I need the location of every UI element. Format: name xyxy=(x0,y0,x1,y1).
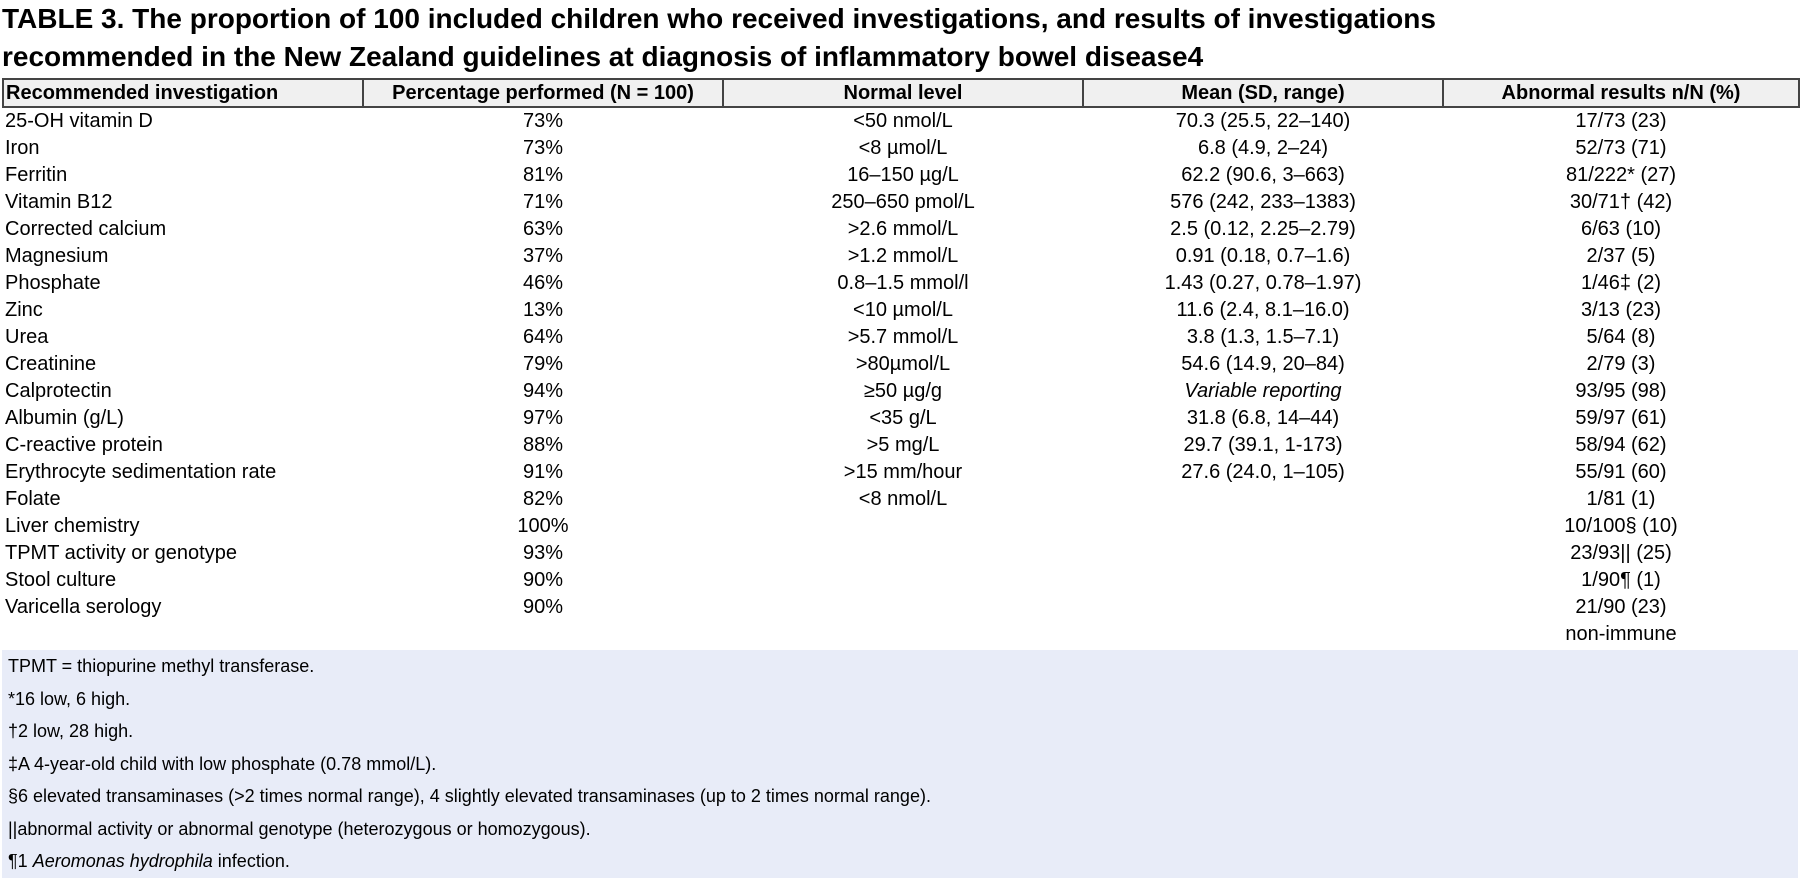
footnote-ferritin: *16 low, 6 high. xyxy=(8,688,131,709)
column-header-abnormal-results: Abnormal results n/N (%) xyxy=(1443,79,1799,107)
cell-mean: 31.8 (6.8, 14–44) xyxy=(1186,407,1340,429)
cell-abnormal: 17/73 (23) xyxy=(1575,110,1667,132)
footnote-tpmt: TPMT = thiopurine methyl transferase. xyxy=(8,656,315,676)
cell-normal-level xyxy=(723,621,1083,648)
cell-abnormal: 6/63 (10) xyxy=(1580,218,1662,240)
table-row xyxy=(3,351,1799,378)
cell-abnormal: 55/91 (60) xyxy=(1575,461,1667,483)
cell-percentage: 81% xyxy=(522,164,564,186)
column-header-mean: Mean (SD, range) xyxy=(1083,79,1443,107)
cell-investigation: Corrected calcium xyxy=(5,218,167,240)
table-title xyxy=(2,0,1792,76)
header-row xyxy=(3,79,1799,107)
cell-percentage: 46% xyxy=(522,272,564,294)
table-row xyxy=(3,135,1799,162)
table-row xyxy=(3,270,1799,297)
cell-abnormal: 93/95 (98) xyxy=(1575,380,1667,402)
cell-mean xyxy=(1083,594,1443,621)
cell-abnormal: 3/13 (23) xyxy=(1580,299,1662,321)
footnote-stool-culture xyxy=(2,845,1798,878)
cell-normal-level: ≥50 µg/g xyxy=(863,380,943,402)
cell-investigation: Liver chemistry xyxy=(5,515,140,537)
cell-percentage: 88% xyxy=(522,434,564,456)
cell-normal-level: >2.6 mmol/L xyxy=(847,218,959,240)
cell-percentage: 73% xyxy=(522,137,564,159)
cell-percentage: 63% xyxy=(522,218,564,240)
table-row xyxy=(3,459,1799,486)
column-header-percentage: Percentage performed (N = 100) xyxy=(363,79,723,107)
cell-mean xyxy=(1083,513,1443,540)
table-row xyxy=(3,513,1799,540)
cell-percentage: 73% xyxy=(522,110,564,132)
cell-normal-level: 16–150 µg/L xyxy=(847,164,959,186)
cell-normal-level: >5 mg/L xyxy=(866,434,940,456)
cell-mean: 3.8 (1.3, 1.5–7.1) xyxy=(1186,326,1340,348)
cell-mean xyxy=(1083,621,1443,648)
cell-percentage: 94% xyxy=(522,380,564,402)
column-header-normal-level: Normal level xyxy=(723,79,1083,107)
cell-normal-level xyxy=(723,594,1083,621)
cell-investigation: Iron xyxy=(5,137,40,159)
table-row xyxy=(3,432,1799,459)
cell-investigation: Phosphate xyxy=(5,272,101,294)
cell-abnormal: 1/90¶ (1) xyxy=(1581,569,1661,591)
cell-investigation: Albumin (g/L) xyxy=(5,407,124,429)
cell-percentage: 90% xyxy=(522,569,564,591)
cell-mean: 62.2 (90.6, 3–663) xyxy=(1181,164,1345,186)
cell-percentage: 64% xyxy=(522,326,564,348)
cell-investigation: Ferritin xyxy=(5,164,68,186)
cell-abnormal: 1/81 (1) xyxy=(1586,488,1656,510)
cell-abnormal: 10/100§ (10) xyxy=(1564,515,1678,537)
table-row xyxy=(3,107,1799,135)
cell-percentage xyxy=(363,621,723,648)
cell-abnormal: 5/64 (8) xyxy=(1586,326,1656,348)
cell-percentage: 13% xyxy=(522,299,564,321)
table-header xyxy=(3,79,1799,107)
cell-percentage: 97% xyxy=(522,407,564,429)
cell-normal-level: >15 mm/hour xyxy=(843,461,963,483)
cell-normal-level: <8 µmol/L xyxy=(858,137,948,159)
cell-investigation: Stool culture xyxy=(5,569,117,591)
cell-abnormal: 58/94 (62) xyxy=(1575,434,1667,456)
cell-investigation: Zinc xyxy=(5,299,43,321)
table-row xyxy=(3,621,1799,648)
table-row xyxy=(3,243,1799,270)
cell-abnormal: 30/71† (42) xyxy=(1569,191,1673,213)
cell-investigation: Folate xyxy=(5,488,61,510)
cell-abnormal: non-immune xyxy=(1565,623,1677,645)
table-row xyxy=(3,486,1799,513)
table-row xyxy=(3,567,1799,594)
cell-mean: 1.43 (0.27, 0.78–1.97) xyxy=(1164,272,1362,294)
cell-abnormal: 1/46‡ (2) xyxy=(1580,272,1662,294)
cell-percentage: 82% xyxy=(522,488,564,510)
cell-investigation: C-reactive protein xyxy=(5,434,163,456)
cell-mean: 576 (242, 233–1383) xyxy=(1170,191,1356,213)
table-row xyxy=(3,378,1799,405)
footnote-vitamin-b12: †2 low, 28 high. xyxy=(8,721,134,741)
investigations-table xyxy=(2,78,1800,648)
table-row xyxy=(3,297,1799,324)
cell-mean: 6.8 (4.9, 2–24) xyxy=(1197,137,1329,159)
cell-mean: 70.3 (25.5, 22–140) xyxy=(1175,110,1351,132)
cell-investigation: Calprotectin xyxy=(5,380,112,402)
cell-percentage: 79% xyxy=(522,353,564,375)
cell-mean xyxy=(1083,540,1443,567)
cell-mean: 11.6 (2.4, 8.1–16.0) xyxy=(1176,299,1350,321)
cell-percentage: 90% xyxy=(522,596,564,618)
cell-abnormal: 2/79 (3) xyxy=(1586,353,1656,375)
table-row xyxy=(3,540,1799,567)
cell-mean: 27.6 (24.0, 1–105) xyxy=(1181,461,1345,483)
table-title-line-1: TABLE 3. The proportion of 100 included children who received investigations, and results of investigations xyxy=(2,3,1436,34)
cell-investigation: TPMT activity or genotype xyxy=(5,542,237,564)
cell-abnormal: 23/93|| (25) xyxy=(1570,542,1672,564)
cell-normal-level: <35 g/L xyxy=(869,407,937,429)
cell-investigation: 25-OH vitamin D xyxy=(5,110,153,132)
cell-percentage: 100% xyxy=(517,515,569,537)
table-row xyxy=(3,189,1799,216)
cell-abnormal: 21/90 (23) xyxy=(1575,596,1667,618)
table-title-line-2: recommended in the New Zealand guidelines at diagnosis of inflammatory bowel disease4 xyxy=(2,41,1204,72)
cell-normal-level: <50 nmol/L xyxy=(853,110,953,132)
cell-mean: 2.5 (0.12, 2.25–2.79) xyxy=(1170,218,1356,240)
footnote-stool-suffix: infection. xyxy=(212,851,290,871)
table-row xyxy=(3,594,1799,621)
cell-percentage: 37% xyxy=(522,245,564,267)
footnote-phosphate: ‡A 4-year-old child with low phosphate (0.78 mmol/L). xyxy=(8,753,437,774)
cell-investigation: Varicella serology xyxy=(5,596,162,618)
table-body xyxy=(3,107,1799,648)
cell-normal-level: <8 nmol/L xyxy=(858,488,948,510)
cell-investigation xyxy=(3,621,363,648)
cell-normal-level: 0.8–1.5 mmol/l xyxy=(837,272,969,294)
cell-percentage: 93% xyxy=(522,542,564,564)
cell-normal-level: <10 µmol/L xyxy=(853,299,953,321)
table-row xyxy=(3,324,1799,351)
cell-mean xyxy=(1083,486,1443,513)
table-row xyxy=(3,216,1799,243)
footnote-liver-chemistry: §6 elevated transaminases (>2 times normal range), 4 slightly elevated transaminases (up to 2 times normal range). xyxy=(8,786,931,806)
cell-normal-level xyxy=(723,567,1083,594)
table-footnotes xyxy=(2,650,1798,878)
cell-mean: 0.91 (0.18, 0.7–1.6) xyxy=(1175,245,1351,267)
cell-percentage: 71% xyxy=(522,191,564,213)
cell-investigation: Vitamin B12 xyxy=(5,191,113,213)
cell-mean: Variable reporting xyxy=(1184,380,1342,402)
cell-mean: 54.6 (14.9, 20–84) xyxy=(1181,353,1345,375)
footnote-stool-prefix: ¶1 xyxy=(8,851,33,871)
cell-investigation: Erythrocyte sedimentation rate xyxy=(5,461,277,483)
cell-normal-level xyxy=(723,513,1083,540)
cell-normal-level: 250–650 pmol/L xyxy=(831,191,975,213)
table-row xyxy=(3,162,1799,189)
cell-abnormal: 81/222* (27) xyxy=(1565,164,1677,186)
cell-normal-level: >5.7 mmol/L xyxy=(847,326,959,348)
cell-investigation: Urea xyxy=(5,326,49,348)
cell-normal-level xyxy=(723,540,1083,567)
cell-percentage: 91% xyxy=(522,461,564,483)
table-row xyxy=(3,405,1799,432)
cell-normal-level: >80µmol/L xyxy=(855,353,951,375)
cell-abnormal: 2/37 (5) xyxy=(1586,245,1656,267)
cell-abnormal: 59/97 (61) xyxy=(1575,407,1667,429)
cell-investigation: Magnesium xyxy=(5,245,109,267)
cell-normal-level: >1.2 mmol/L xyxy=(847,245,959,267)
column-header-investigation: Recommended investigation xyxy=(3,79,363,107)
cell-abnormal: 52/73 (71) xyxy=(1575,137,1667,159)
cell-mean: 29.7 (39.1, 1-173) xyxy=(1183,434,1343,456)
cell-investigation: Creatinine xyxy=(5,353,97,375)
footnote-stool-organism: Aeromonas hydrophila xyxy=(32,851,213,871)
cell-mean xyxy=(1083,567,1443,594)
footnote-tpmt-activity: ||abnormal activity or abnormal genotype (heterozygous or homozygous). xyxy=(8,818,591,839)
